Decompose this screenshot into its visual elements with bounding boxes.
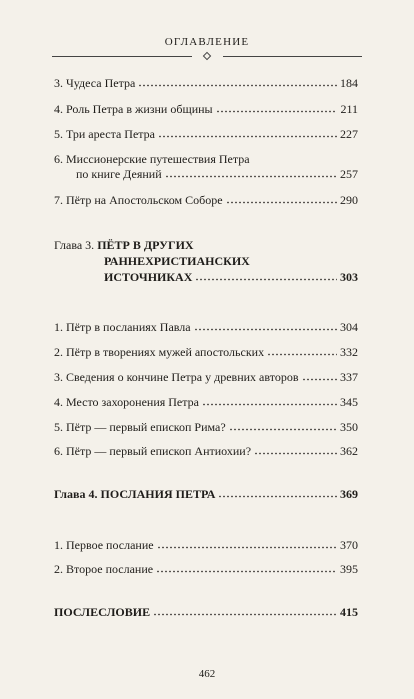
chapter-label: Глава 4. (54, 487, 98, 501)
toc-entry-page: 227 (340, 127, 358, 141)
chapter-title: ПОСЛАНИЯ ПЕТРА (100, 487, 216, 501)
leader-dots (195, 271, 337, 281)
leader-dots (267, 346, 337, 356)
toc-entry-title: 4. Место захоронения Петра (54, 395, 199, 409)
toc-entry[interactable] (54, 76, 358, 91)
leader-dots (218, 488, 337, 498)
toc-entry-page: 211 (340, 102, 358, 116)
leader-dots (229, 421, 337, 431)
toc-entry-page: 290 (340, 193, 358, 207)
toc-entry-page: 362 (340, 444, 358, 458)
toc-entry-page: 332 (340, 345, 358, 359)
toc-entry[interactable] (54, 395, 358, 410)
toc-entry-page: 184 (340, 76, 358, 90)
toc-entry[interactable] (54, 444, 358, 459)
toc-entry-title: 4. Роль Петра в жизни общины (54, 102, 213, 116)
toc-entry[interactable] (54, 370, 358, 385)
toc-entry-page: 350 (340, 420, 358, 434)
toc-entry[interactable] (54, 193, 358, 208)
leader-dots (153, 606, 337, 616)
toc-entry-title: 3. Чудеса Петра (54, 76, 136, 90)
toc-entry-title: 1. Первое послание (54, 538, 154, 552)
toc-entry-title: 2. Второе послание (54, 562, 154, 576)
chapter-title-line3: ИСТОЧНИКАХ (104, 270, 193, 284)
leader-dots (165, 168, 337, 178)
leader-dots (138, 77, 337, 87)
chapter-title-line1: ПЁТР В ДРУГИХ (97, 238, 194, 252)
toc-entry[interactable] (54, 420, 358, 435)
toc-entry-title: 6. Пётр — первый епископ Антиохии? (54, 444, 252, 458)
afterword-entry[interactable] (54, 604, 358, 620)
chapter-label: Глава 3. (54, 238, 95, 252)
toc-entry-page: 337 (340, 370, 358, 384)
toc-entry[interactable] (54, 320, 358, 335)
leader-dots (226, 194, 337, 204)
toc-entry[interactable] (54, 562, 358, 577)
leader-dots (254, 445, 337, 455)
leader-dots (216, 103, 338, 113)
toc-entry-page: 345 (340, 395, 358, 409)
toc-entry[interactable] (54, 127, 358, 142)
afterword-title: ПОСЛЕСЛОВИЕ (54, 605, 151, 619)
ornament-diamond-icon (203, 52, 211, 60)
afterword-page: 415 (340, 605, 358, 619)
toc-entry-title-line1: 6. Миссионерские путешествия Петра (54, 152, 250, 166)
header-ornament (52, 52, 362, 62)
toc-entry-title-line2: по книге Деяний (76, 167, 162, 181)
ornament-line-left (52, 56, 192, 57)
leader-dots (302, 371, 337, 381)
chapter-heading-3[interactable] (54, 237, 358, 285)
chapter-title-line2: РАННЕХРИСТИАНСКИХ (104, 254, 250, 268)
toc-entry[interactable] (54, 102, 358, 117)
chapter-page: 303 (340, 270, 358, 284)
toc-entry[interactable] (54, 152, 358, 182)
leader-dots (202, 396, 337, 406)
toc-entry-page: 395 (340, 562, 358, 576)
page-number: 462 (198, 668, 216, 680)
leader-dots (158, 128, 337, 138)
toc-entry-title: 7. Пётр на Апостольском Соборе (54, 193, 223, 207)
leader-dots (156, 563, 337, 573)
toc-entry-page: 257 (340, 167, 358, 181)
toc-entry[interactable] (54, 538, 358, 553)
leader-dots (157, 539, 337, 549)
toc-entry-page: 304 (340, 320, 358, 334)
page-header: ОГЛАВЛЕНИЕ (164, 36, 250, 48)
toc-entry-page: 370 (340, 538, 358, 552)
chapter-page: 369 (340, 487, 358, 501)
toc-entry-title: 2. Пётр в творениях мужей апостольских (54, 345, 265, 359)
toc-entry[interactable] (54, 345, 358, 360)
chapter-heading-4[interactable] (54, 486, 358, 502)
toc-entry-title: 1. Пётр в посланиях Павла (54, 320, 191, 334)
toc-entry-title: 5. Пётр — первый епископ Рима? (54, 420, 226, 434)
toc-entry-title: 3. Сведения о кончине Петра у древних авторов (54, 370, 299, 384)
ornament-line-right (223, 56, 363, 57)
toc-entry-title: 5. Три ареста Петра (54, 127, 155, 141)
leader-dots (194, 321, 337, 331)
